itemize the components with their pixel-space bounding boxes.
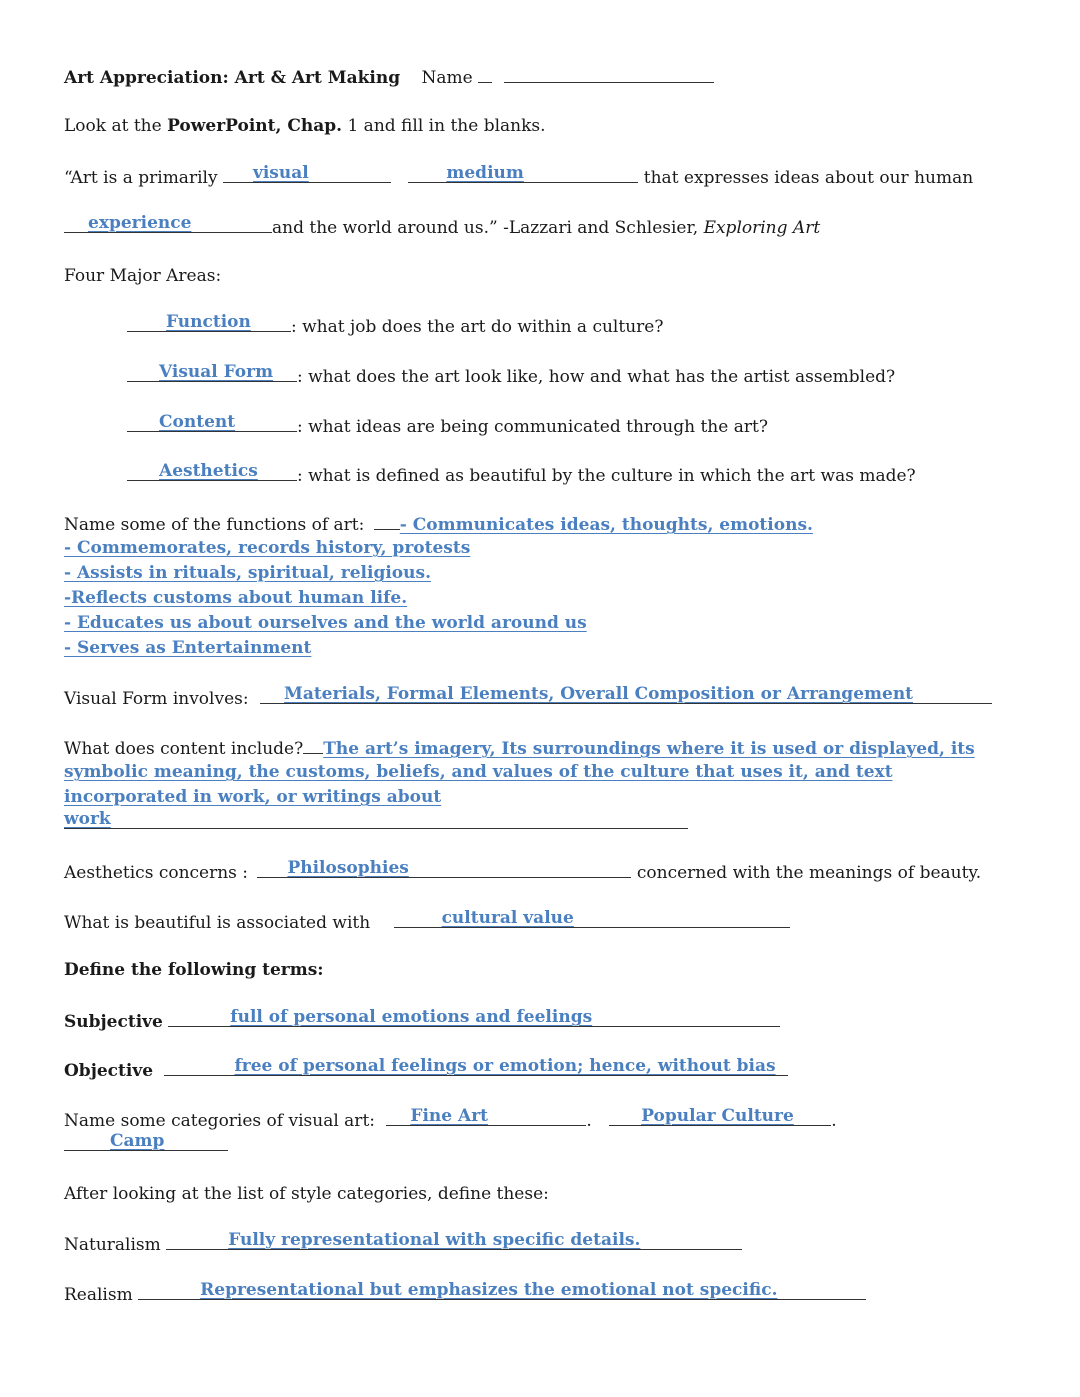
realism-label: Realism [64,1285,133,1305]
blank-subjective[interactable] [168,1008,780,1027]
blank-realism[interactable] [138,1281,866,1300]
areas-heading: Four Major Areas: [64,266,222,286]
quote-mid: that expresses ideas about our human [643,168,974,188]
functions-prompt-line [64,511,813,537]
blank-visual-form[interactable] [127,363,297,382]
name-field[interactable] [504,64,714,83]
blank-camp[interactable] [64,1132,228,1151]
visual-form-prompt: Visual Form involves: [64,689,249,709]
function-item-text: -Reflects customs about human life. [64,588,408,608]
function-item [64,611,587,635]
visual-form-line [64,685,992,711]
content-blank-end[interactable] [64,810,688,829]
area-item [127,462,916,488]
intro-powerpoint: PowerPoint, Chap. [167,116,343,136]
content-answer-2: symbolic meaning, the customs, beliefs, and values of the culture that uses it, and text [64,762,893,782]
area-question: : what ideas are being communicated through the art? [297,417,768,437]
answer-medium: medium [446,163,524,183]
content-line-3 [64,785,441,809]
styles-prompt: After looking at the list of style categories, define these: [64,1184,549,1204]
area-question: : what job does the art do within a culture? [291,317,664,337]
quote-book: Exploring Art [703,218,821,238]
blank-philosophies[interactable] [257,859,631,878]
name-label: Name [421,68,473,88]
blank-naturalism[interactable] [166,1231,742,1250]
answer-realism: Representational but emphasizes the emotional not specific. [200,1280,778,1300]
answer-content: Content [159,412,236,432]
functions-prompt: Name some of the functions of art: [64,515,365,535]
categories-dot: . [586,1111,592,1131]
blank-medium[interactable] [408,164,638,183]
categories-line-2 [64,1132,228,1158]
content-answer-3: incorporated in work, or writings about [64,787,442,807]
function-item-text: - Assists in rituals, spiritual, religious. [64,563,431,583]
content-answer-4: work [64,809,111,829]
content-prompt: What does content include? [64,739,304,759]
aesthetics-prompt: Aesthetics concerns : [64,863,249,883]
subjective-line [64,1008,780,1034]
content-answer-1: The art’s imagery, Its surroundings where it is used or displayed, its [323,739,975,759]
blank-visual[interactable] [223,164,391,183]
blank-cultural-value[interactable] [394,909,790,928]
function-item-text: - Serves as Entertainment [64,638,312,658]
objective-line [64,1057,788,1083]
blank-content[interactable] [127,413,297,432]
area-question: : what does the art look like, how and what has the artist assembled? [297,367,896,387]
quote-post: and the world around us.” -Lazzari and Schlesier, [272,218,704,238]
aesthetics-line [64,859,981,885]
answer-function: Function [166,312,251,332]
realism-line [64,1281,866,1307]
blank-function[interactable] [127,313,291,332]
naturalism-line [64,1231,742,1257]
area-item [127,363,895,389]
answer-aesthetics: Aesthetics [159,461,258,481]
answer-philosophies: Philosophies [287,858,409,878]
area-question: : what is defined as beautiful by the culture in which the art was made? [297,466,916,486]
answer-popular-culture: Popular Culture [641,1106,794,1126]
answer-camp: Camp [110,1131,165,1151]
blank-fine-art[interactable] [386,1107,586,1126]
categories-line [64,1107,837,1133]
function-item-text: - Educates us about ourselves and the world around us [64,613,587,633]
subjective-label: Subjective [64,1012,163,1032]
answer-naturalism: Fully representational with specific details. [228,1230,641,1250]
quote-pre: “Art is a primarily [64,168,218,188]
function-item: - Communicates ideas, thoughts, emotions. [399,515,813,535]
name-blank-short[interactable] [478,64,492,83]
content-line-2 [64,760,893,784]
answer-fine-art: Fine Art [410,1106,489,1126]
answer-visual-form-involves: Materials, Formal Elements, Overall Composition or Arrangement [284,684,914,704]
categories-dot: . [831,1111,837,1131]
answer-cultural-value: cultural value [441,908,574,928]
blank-experience[interactable] [64,214,272,233]
blank-objective[interactable] [164,1057,788,1076]
answer-visual-form: Visual Form [159,362,274,382]
blank-aesthetics[interactable] [127,462,297,481]
objective-label: Objective [64,1061,154,1081]
quote-line-2 [64,214,820,240]
function-item [64,586,407,610]
content-blank[interactable] [303,735,323,754]
answer-experience: experience [88,213,192,233]
aesthetics-post: concerned with the meanings of beauty. [636,863,982,883]
function-item [64,636,311,660]
quote-line-1 [64,164,973,190]
blank-popular-culture[interactable] [609,1107,831,1126]
content-line-4 [64,810,688,836]
answer-objective: free of personal feelings or emotion; hence, without bias [234,1056,776,1076]
categories-prompt: Name some categories of visual art: [64,1111,375,1131]
area-item [127,313,663,339]
worksheet-header [64,64,714,90]
blank-visual-form-involves[interactable] [260,685,992,704]
functions-blank[interactable] [374,511,400,530]
answer-visual: visual [252,163,309,183]
intro-pre: Look at the [64,116,168,136]
content-line-1 [64,735,975,761]
function-item-text: - Commemorates, records history, protests [64,538,471,558]
function-item [64,561,431,585]
intro-post: 1 and fill in the blanks. [342,116,546,136]
area-item [127,413,768,439]
worksheet-title: Art Appreciation: Art & Art Making [64,68,401,88]
function-item [64,536,470,560]
define-heading: Define the following terms: [64,960,324,980]
answer-subjective: full of personal emotions and feelings [230,1007,593,1027]
beautiful-line [64,909,790,935]
intro-line [64,114,546,138]
beautiful-prompt: What is beautiful is associated with [64,913,371,933]
naturalism-label: Naturalism [64,1235,161,1255]
